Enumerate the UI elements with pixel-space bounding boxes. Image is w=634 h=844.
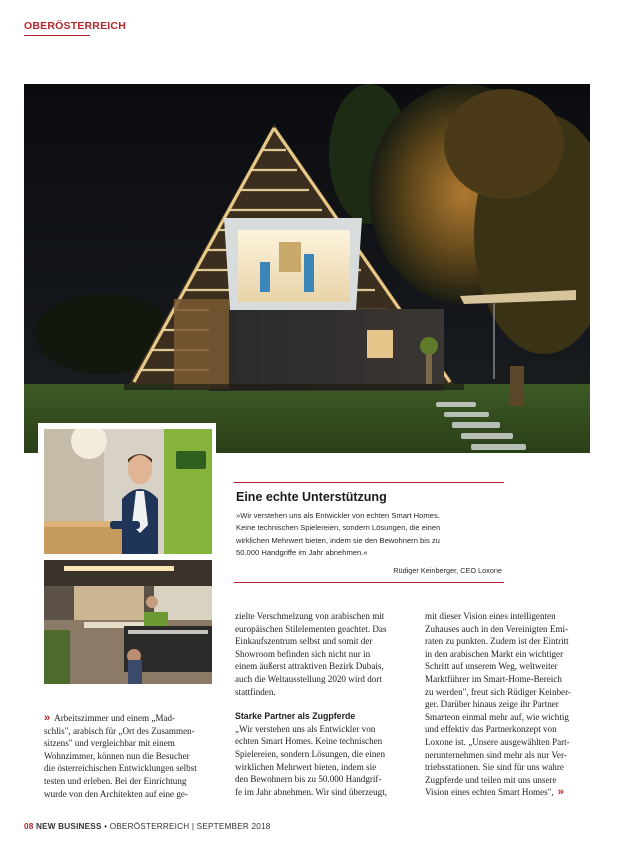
house-at-night-photo — [24, 84, 590, 453]
body-line: zielte Verschmelzung von arabischen mit — [235, 611, 385, 621]
body-line: » Arbeitszimmer und einem „Mad- — [44, 712, 176, 724]
body-line: einem äußerst attraktiven Bezirk Dubais, — [235, 661, 384, 672]
body-line: Zuhauses auch in den Vereinigten Emi- — [425, 623, 569, 634]
quote-text — [236, 510, 504, 560]
portrait-photo — [44, 429, 212, 554]
body-line: Einkaufszentrum selbst und somit der — [235, 636, 373, 647]
continue-marker: » — [557, 786, 564, 799]
body-line: Spielereien, sondern Lösungen, die einen — [235, 748, 386, 759]
body-line: schlis", arabisch für „Ort des Zusammen- — [44, 725, 195, 736]
quote-line: Keine technischen Spielereien, sondern Lösungen, die einen — [236, 523, 441, 533]
body-line: testen und erleben. Bei der Einrichtung — [44, 775, 187, 786]
body-line: fe im Jahr abnehmen. Wir sind überzeugt, — [235, 786, 387, 797]
quote-line: »Wir verstehen uns als Entwickler von echten Smart Homes. — [236, 511, 440, 520]
footer-region: OBERÖSTERREICH — [109, 822, 190, 831]
subheading: Starke Partner als Zugpferde — [235, 711, 356, 722]
body-line: europäischen Stilelementen geachtet. Das — [235, 623, 387, 634]
body-line: zu werden", freut sich Rüdiger Keinber- — [425, 686, 571, 697]
body-line: auch die Weltausstellung 2020 wird dort — [235, 673, 382, 684]
body-line: wurde von den Architekten auf eine ge- — [44, 788, 188, 799]
body-line: die österreichischen Entwicklungen selbst — [44, 763, 197, 774]
interior-photo — [44, 560, 212, 684]
quote-top-rule — [234, 482, 504, 483]
body-line: echten Smart Homes. Keine technischen — [235, 736, 383, 747]
body-line: ger. Darüber hinaus zeige ihr Partner — [425, 699, 559, 710]
body-line: stattfinden. — [235, 686, 276, 697]
page-number: 08 — [24, 822, 34, 831]
footer-bar: | — [191, 822, 195, 831]
body-line: Marktführer im Smart-Home-Bereich — [425, 673, 562, 684]
body-line: den Bewohnern bis zu 50.000 Handgrif- — [235, 774, 382, 785]
body-line: Smarteon einmal mehr auf, wie wichtig — [425, 711, 569, 722]
body-column-1 — [44, 712, 213, 800]
portrait-photo-frame — [38, 423, 216, 559]
hero-photo — [24, 84, 590, 453]
footer-separator: • — [104, 822, 108, 831]
issue-date: SEPTEMBER 2018 — [196, 822, 271, 831]
body-line: Zugpferde und teilen mit uns unsere — [425, 774, 557, 785]
body-line: mit dieser Vision eines intelligenten — [425, 611, 556, 621]
body-column-3 — [425, 610, 593, 799]
section-label: OBERÖSTERREICH — [24, 20, 126, 32]
quote-line: 50.000 Handgriffe im Jahr abnehmen.« — [236, 548, 368, 558]
quote-author: Rüdiger Keinberger, CEO Loxone — [393, 565, 502, 575]
body-line: Wohnzimmer, können nun die Besucher — [44, 750, 190, 761]
quote-line: wirklichen Mehrwert bieten, indem sie den Bewohnern bis zu — [236, 535, 440, 545]
body-line: und effektiv das Partnerkonzept von — [425, 724, 557, 735]
body-line: Vision eines echten Smart Homes", » — [425, 786, 564, 799]
body-line: sitzens" und vergleichbar mit einem — [44, 738, 175, 749]
body-line: in den arabischen Markt ein wichtiger — [425, 648, 564, 659]
continuation-marker: » — [44, 712, 51, 724]
page-footer — [24, 822, 270, 831]
body-line: wirklichen Mehrwert bieten, indem sie — [235, 761, 377, 772]
section-rule — [24, 35, 90, 36]
body-line: Schritt auf unserem Weg, weltweiter — [425, 661, 558, 672]
body-line: triebsstationen. Sie sind für uns wahre — [425, 762, 564, 773]
pull-quote — [234, 482, 504, 583]
body-line: Showroom befinden sich nicht nur in — [235, 648, 371, 659]
quote-bottom-rule — [234, 582, 504, 583]
body-line: Loxone ist. „Unsere ausgewählten Part- — [425, 736, 570, 747]
body-line: raten zu punkten. Zudem ist der Eintritt — [425, 636, 569, 647]
body-line: „Wir verstehen uns als Entwickler von — [235, 723, 376, 734]
magazine-brand: NEW BUSINESS — [36, 822, 102, 831]
body-column-2 — [235, 610, 405, 798]
interior-photo-frame — [44, 560, 212, 684]
body-line: nerunternehmen sind mehr als nur Ver- — [425, 749, 567, 760]
quote-title: Eine echte Unterstützung — [236, 490, 387, 504]
